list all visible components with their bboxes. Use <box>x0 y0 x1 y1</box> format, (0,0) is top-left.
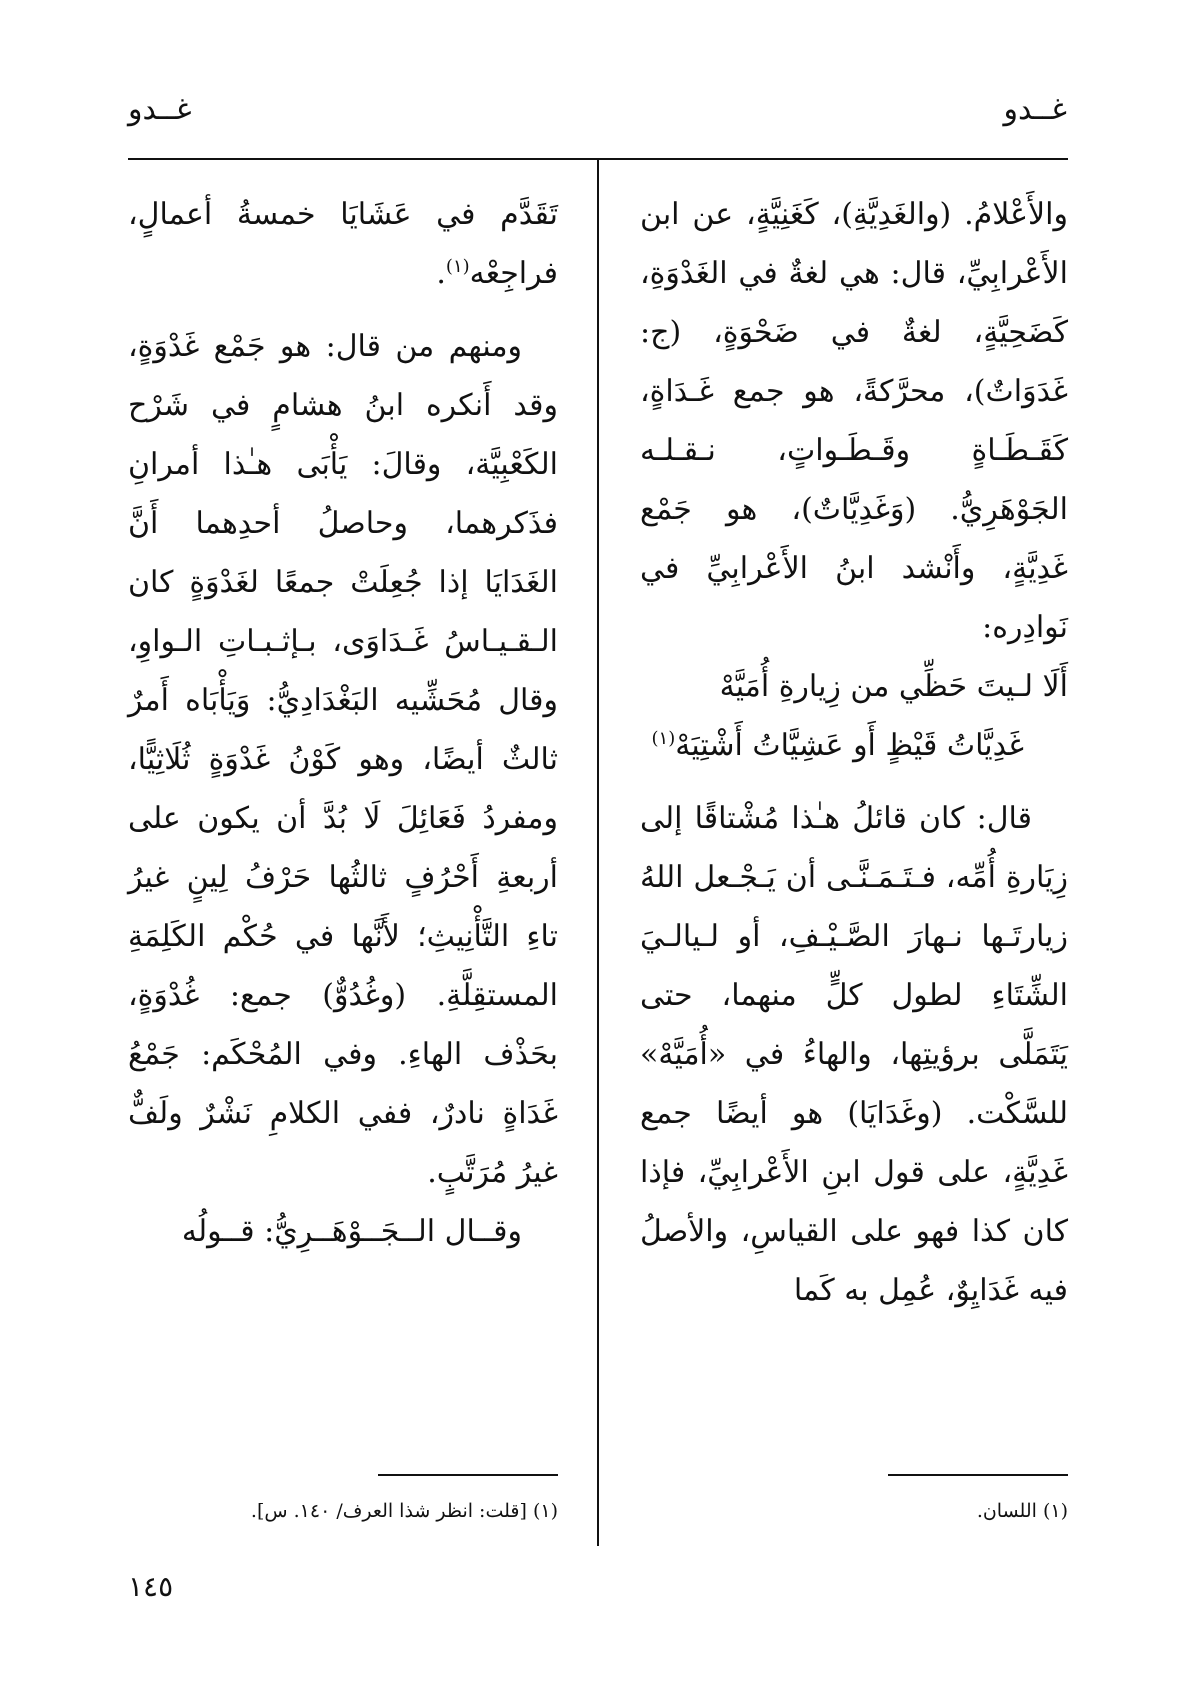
right-paragraph-1: والأَعْلامُ. (والغَدِيَّةِ)، كَغَنِيَّةٍ، عن ابن الأَعْرابِيِّ، قال: هي لغةٌ في الغَدْوَةِ، كَضَحِيَّةٍ، لغةٌ في ضَحْوَةٍ، (ج: غَدَوَاتٌ)، محرَّكةً، هو جمع غَـدَاةٍ، كَقَـطَـاةٍ وقَـطَـواتٍ، نـقـلـه الجَوْهَرِيُّ. (وَغَدِيَّاتٌ)، هو جَمْع غَدِيَّةٍ، وأَنْشد ابنُ الأَعْرابِيِّ في نَوادِره: <box>640 197 1068 645</box>
left-footnote-mark: (١) <box>445 256 470 277</box>
verse-line-1: أَلَا لـيتَ حَظِّي من زِيارةِ أُمَيَّهْ <box>719 669 1068 704</box>
footnote-left: (١) [قلت: انظر شذا العرف/ ١٤٠. س]. <box>250 1500 558 1522</box>
verse-line-2 <box>640 716 1068 775</box>
left-paragraph-3: وقــال الــجَــوْهَــرِيُّ: قــولُه <box>181 1214 522 1249</box>
right-paragraph-2: قال: كان قائلُ هـٰذا مُشْتاقًا إلى زِيَارةِ أُمِّه، فـتَـمَـنَّـى أن يَـجْـعل اللهُ زيارتَـها نـهارَ الصَّـيْـفِ، أو لـيالـيَ الشِّتَاءِ لطول كلٍّ منهما، حتى يَتَمَلَّى برؤيتِها، والهاءُ في «أُمَيَّهْ» للسَّكْت. (وغَدَايَا) هو أيضًا جمع غَدِيَّةٍ، على قول ابنِ الأَعْرابِيِّ، فإذا كان كذا فهو على القياسِ، والأصلُ فيه غَدَايِوٌ، عُمِل به كَما <box>640 801 1068 1308</box>
left-paragraph-1-text: تَقَدَّم في عَشَايَا خمسةُ أعمالٍ، فراجِعْه <box>128 197 558 291</box>
right-column <box>640 185 1068 1320</box>
left-column <box>128 185 558 1261</box>
footnote-rule-left <box>378 1474 558 1476</box>
verse-line-2-text: غَدِيَّاتُ قَيْظٍ أَو عَشِيَّاتُ أَشْتِيَهْ <box>675 728 1024 763</box>
header-word-right: غــدو <box>1003 92 1067 127</box>
left-paragraph-2: ومنهم من قال: هو جَمْع غَدْوَةٍ، وقد أَنكره ابنُ هشامٍ في شَرْح الكَعْبِيَّة، وقالَ: يَأْبَى هـٰذا أمرانِ فذَكرهما، وحاصلُ أحدِهما أَنَّ الغَدَايَا إذا جُعِلَتْ جمعًا لغَدْوَةٍ كان الـقـيـاسُ غَـدَاوَى، بـإثـبـاتِ الـواوِ، وقال مُحَشِّيه البَغْدَادِيُّ: وَيَأْبَاه أَمرٌ ثالثٌ أيضًا، وهو كَوْنُ غَدْوَةٍ ثُلَاثِيًّا، ومفردُ فَعَائِلَ لَا بُدَّ أن يكون على أربعةِ أَحْرُفٍ ثالثُها حَرْفُ لِينٍ غيرُ تاءِ التَّأْنِيثِ؛ لأَنَّها في حُكْم الكَلِمَةِ المستقِلَّةِ. (وغُدُوٌّ) جمع: غُدْوَةٍ، بحَذْف الهاءِ. وفي المُحْكَم: جَمْعُ غَدَاةٍ نادرٌ، ففي الكلامِ نَشْرٌ ولَفٌّ غيرُ مُرَتَّبٍ. <box>128 329 558 1190</box>
left-paragraph-1-end: . <box>436 256 446 291</box>
header-word-left: غــدو <box>128 92 192 127</box>
footnote-right: (١) اللسان. <box>976 1500 1068 1522</box>
column-divider <box>597 158 599 1546</box>
footnote-rule-right <box>888 1474 1068 1476</box>
left-paragraph-1 <box>128 185 558 303</box>
verse-footnote-mark: (١) <box>651 728 676 749</box>
page-number: ١٤٥ <box>128 1570 174 1603</box>
